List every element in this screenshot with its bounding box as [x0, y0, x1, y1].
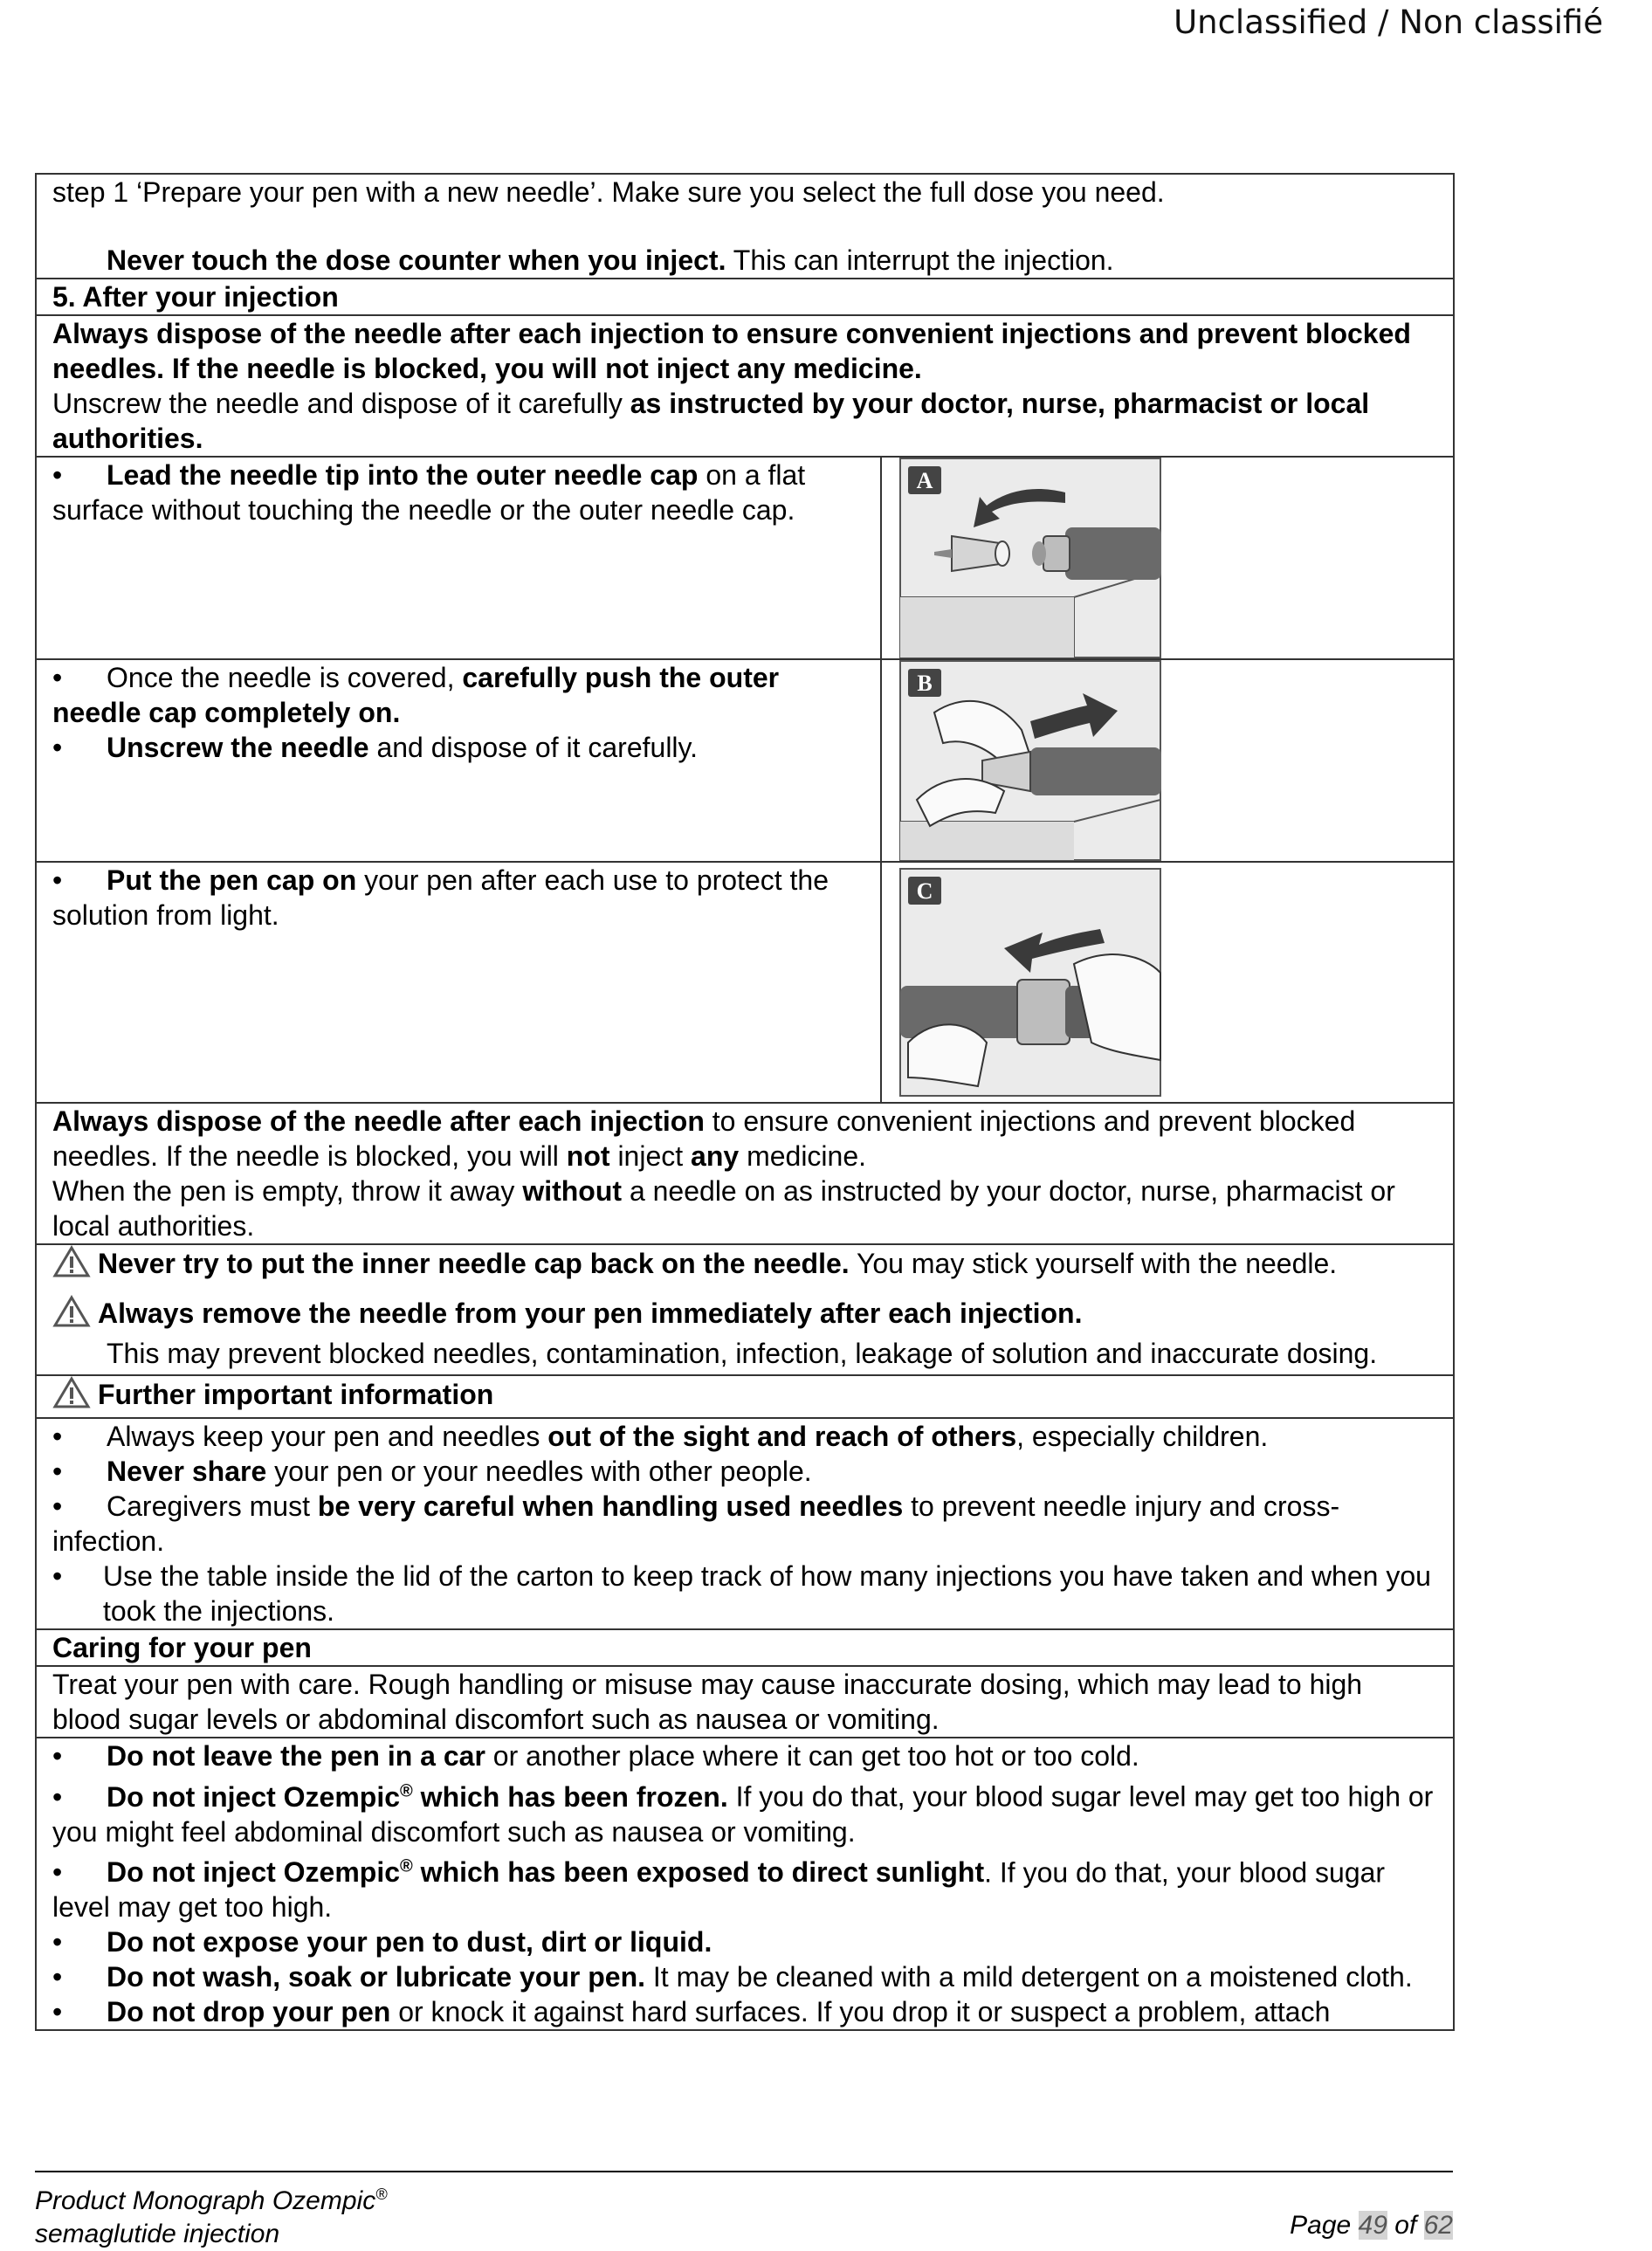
label-b: B — [917, 671, 933, 696]
caring-bullet-4: • Do not expose your pen to dust, dirt or liquid. — [52, 1926, 712, 1958]
caring-bullet-2: • Do not inject Ozempic® which has been frozen. If you do that, your blood sugar level may get too high or you might feel abdominal discomfort such as nausea or vomiting. — [52, 1780, 1434, 1848]
further-bullet-2: • Never share your pen or your needles with other people. — [52, 1456, 812, 1487]
caring-bullet-1: • Do not leave the pen in a car or another place where it can get too hot or too cold. — [52, 1740, 1139, 1772]
page-number: Page 49 of 62 — [1290, 2211, 1453, 2240]
label-a: A — [916, 468, 933, 493]
further-bullet-1: • Always keep your pen and needles out of the sight and reach of others, especially children. — [52, 1421, 1269, 1452]
further-bullet-3: • Caregivers must be very careful when handling used needles to prevent needle injury and cross-infection. — [52, 1490, 1340, 1557]
step5-p1: Always dispose of the needle after each injection to ensure convenient injections and prevent blocked needles. If the needle is blocked, you will not inject any medicine. — [52, 318, 1411, 384]
step4-row — [36, 174, 1454, 279]
further-heading: Further important information — [98, 1379, 494, 1410]
further-list-row — [36, 1418, 1454, 1629]
warning-1: Never try to put the inner needle cap back on the needle. You may stick yourself with the needle. — [52, 1245, 1437, 1286]
warning-2-detail: This may prevent blocked needles, contamination, infection, leakage of solution and inaccurate dosing. — [107, 1338, 1378, 1369]
illustration-c — [899, 868, 1161, 1097]
row-b-text-1: • Once the needle is covered, carefully push the outer needle cap completely on. — [52, 662, 780, 728]
warnings-row — [36, 1244, 1454, 1375]
warning-triangle-icon — [52, 1295, 98, 1336]
classification-label: Unclassified / Non classifié — [1174, 3, 1603, 41]
instructions-table — [35, 173, 1455, 2031]
dispose-p1: Always dispose of the needle after each injection to ensure convenient injections and prevent blocked needles. If the needle is blocked, you will not inject any medicine. — [52, 1105, 1356, 1172]
row-b-text-2: • Unscrew the needle and dispose of it carefully. — [52, 732, 699, 763]
row-b — [36, 659, 1454, 862]
row-a — [36, 457, 1454, 659]
dispose-row — [36, 1103, 1454, 1244]
further-heading-row — [36, 1375, 1454, 1418]
caring-intro: Treat your pen with care. Rough handling or misuse may cause inaccurate dosing, which may lead to high blood sugar levels or abdominal discomfort such as nausea or vomiting. — [52, 1669, 1363, 1735]
footer-divider — [35, 2171, 1453, 2172]
caring-list-row — [36, 1738, 1454, 2030]
warning-2: Always remove the needle from your pen immediately after each injection. — [52, 1295, 1437, 1336]
label-c: C — [916, 878, 933, 904]
caring-bullet-6: • Do not drop your pen or knock it against hard surfaces. If you drop it or suspect a problem, attach — [52, 1996, 1331, 2028]
caring-bullet-5: • Do not wash, soak or lubricate your pen. It may be cleaned with a mild detergent on a moistened cloth. — [52, 1961, 1413, 1993]
illustration-a — [899, 458, 1161, 658]
step4-line2: Never touch the dose counter when you inject. This can interrupt the injection. — [107, 244, 1114, 276]
caring-intro-row — [36, 1666, 1454, 1738]
row-a-text: • Lead the needle tip into the outer needle cap on a flat surface without touching the needle or the outer needle cap. — [52, 459, 806, 526]
warning-triangle-icon — [52, 1376, 98, 1417]
caring-heading-row — [36, 1629, 1454, 1666]
dispose-p2: When the pen is empty, throw it away without a needle on as instructed by your doctor, nurse, pharmacist or local authorities. — [52, 1175, 1395, 1242]
step5-heading: 5. After your injection — [52, 281, 339, 313]
footer-product: Product Monograph Ozempic® semaglutide injection — [35, 2186, 388, 2248]
further-bullet-4: • Use the table inside the lid of the carton to keep track of how many injections you have taken and when you took the injections. — [52, 1560, 1431, 1627]
row-c-text: • Put the pen cap on your pen after each use to protect the solution from light. — [52, 864, 829, 931]
step5-heading-row — [36, 279, 1454, 315]
caring-heading: Caring for your pen — [52, 1632, 312, 1663]
warning-triangle-icon — [52, 1245, 98, 1286]
caring-bullet-3: • Do not inject Ozempic® which has been exposed to direct sunlight. If you do that, your blood sugar level may get too high. — [52, 1856, 1386, 1924]
row-c — [36, 862, 1454, 1103]
step5-p2: Unscrew the needle and dispose of it carefully as instructed by your doctor, nurse, pharmacist or local authorities. — [52, 388, 1370, 454]
step4-line1: step 1 ‘Prepare your pen with a new needle’. Make sure you select the full dose you need. — [52, 176, 1165, 208]
step5-text-row — [36, 315, 1454, 457]
illustration-b — [899, 660, 1161, 861]
